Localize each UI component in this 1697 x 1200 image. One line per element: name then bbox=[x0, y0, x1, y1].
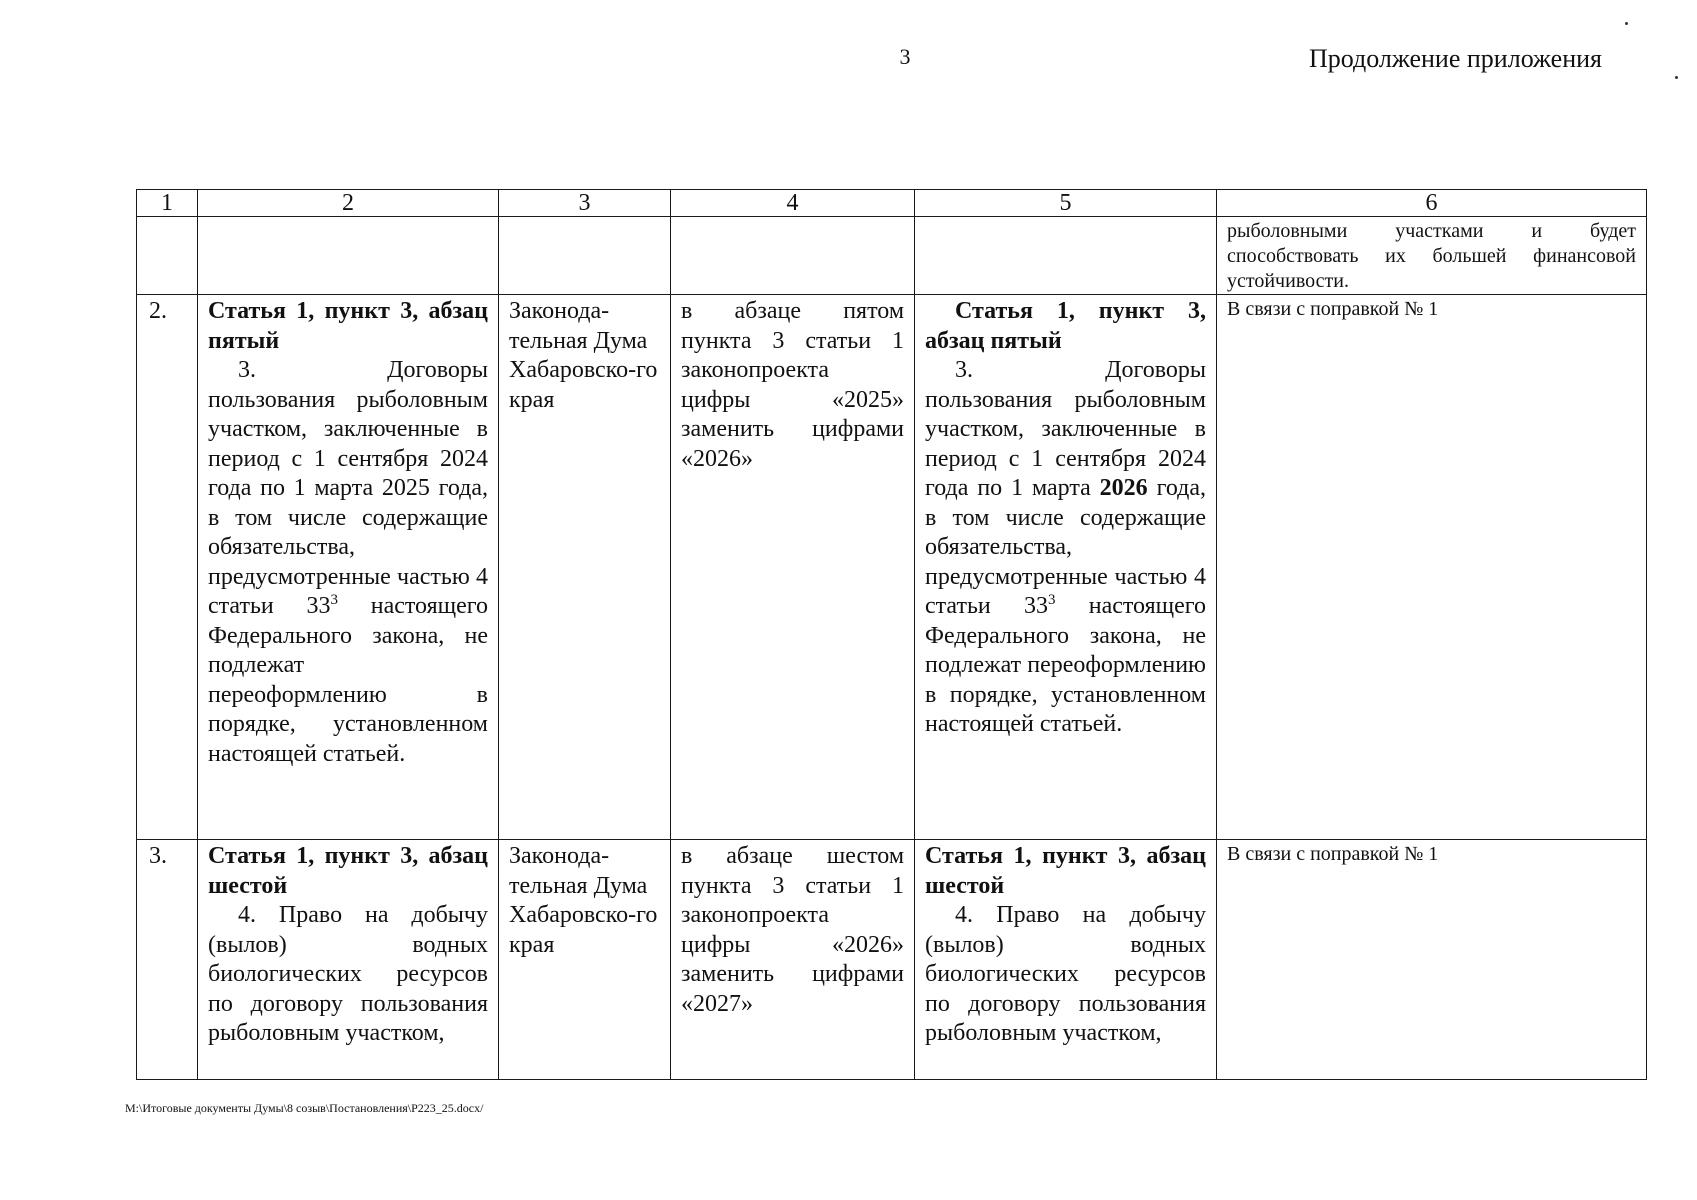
empty-cell bbox=[915, 217, 1217, 295]
author-cell: Законода-тельная Дума Хабаровско-го края bbox=[499, 840, 671, 1080]
article-reference: Статья 1, пункт 3, абзац шестой bbox=[925, 843, 1206, 899]
article-text: 3. Договоры пользования рыболовным участком, заключенные в период с 1 сентября 2024 года по 1 марта 2026 года, в том числе содержащие обязательства, предусмотренные частью 4 статьи $33^3$ настоящего Федерального закона, не подлежат переоформлению в порядке, установленном настоящей статьей. bbox=[925, 357, 1206, 737]
empty-cell bbox=[137, 217, 198, 295]
column-header: 2 bbox=[198, 190, 499, 217]
amendments-table bbox=[136, 189, 1647, 1080]
column-header: 4 bbox=[671, 190, 915, 217]
article-reference: Статья 1, пункт 3, абзац пятый bbox=[208, 298, 488, 354]
rationale-cell: В связи с поправкой № 1 bbox=[1217, 295, 1647, 840]
empty-cell bbox=[671, 217, 915, 295]
current-text-cell bbox=[198, 840, 499, 1080]
amendment-cell: в абзаце шестом пункта 3 статьи 1 законопроекта цифры «2026» заменить цифрами «2027» bbox=[671, 840, 915, 1080]
rationale-cell: В связи с поправкой № 1 bbox=[1217, 840, 1647, 1080]
amended-text-cell bbox=[915, 840, 1217, 1080]
scan-speck bbox=[1675, 76, 1678, 79]
article-text: 4. Право на добычу (вылов) водных биологических ресурсов по договору пользования рыболовным участком, bbox=[208, 902, 488, 1046]
empty-cell bbox=[499, 217, 671, 295]
row-number: 2. bbox=[137, 295, 198, 840]
article-reference: Статья 1, пункт 3, абзац шестой bbox=[208, 843, 488, 899]
table-header-row bbox=[137, 190, 1647, 217]
table-row bbox=[137, 840, 1647, 1080]
continuation-label: Продолжение приложения bbox=[1308, 44, 1602, 73]
amended-text-cell bbox=[915, 295, 1217, 840]
table-row bbox=[137, 217, 1647, 295]
column-header: 3 bbox=[499, 190, 671, 217]
amendment-cell: в абзаце пятом пункта 3 статьи 1 законопроекта цифры «2025» заменить цифрами «2026» bbox=[671, 295, 915, 840]
empty-cell bbox=[198, 217, 499, 295]
rationale-continuation: рыболовными участками и будет способствовать их большей финансовой устойчивости. bbox=[1217, 217, 1647, 295]
file-path-footer: M:\Итоговые документы Думы\8 созыв\Постановления\Р223_25.docx/ bbox=[125, 1101, 484, 1115]
article-text: 3. Договоры пользования рыболовным участком, заключенные в период с 1 сентября 2024 года по 1 марта 2025 года, в том числе содержащие обязательства, предусмотренные частью 4 статьи $33^3$ настоящего Федерального закона, не подлежат переоформлению в порядке, установленном настоящей статьей. bbox=[208, 357, 488, 767]
table-row bbox=[137, 295, 1647, 840]
current-text-cell bbox=[198, 295, 499, 840]
article-reference: Статья 1, пункт 3, абзац пятый bbox=[925, 298, 1206, 354]
scan-speck bbox=[1625, 22, 1628, 25]
column-header: 5 bbox=[915, 190, 1217, 217]
column-header: 6 bbox=[1217, 190, 1647, 217]
row-number: 3. bbox=[137, 840, 198, 1080]
page-number: 3 bbox=[899, 44, 911, 69]
column-header: 1 bbox=[137, 190, 198, 217]
author-cell: Законода-тельная Дума Хабаровско-го края bbox=[499, 295, 671, 840]
article-text: 4. Право на добычу (вылов) водных биологических ресурсов по договору пользования рыболовным участком, bbox=[925, 902, 1206, 1046]
